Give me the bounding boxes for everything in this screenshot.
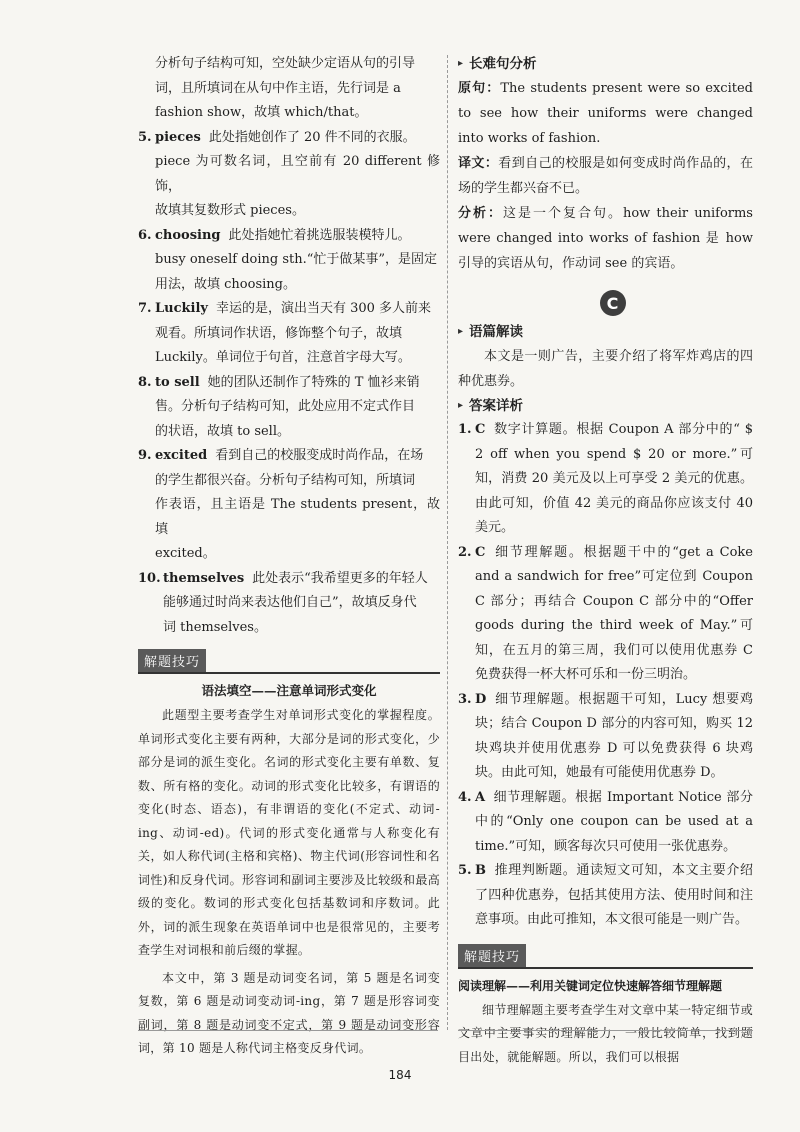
answer-item-7 — [138, 297, 440, 371]
item-text: 用法，故填 choosing。 — [155, 276, 296, 292]
tip-banner-label: 解题技巧 — [138, 649, 206, 672]
item-text: 此处指她创作了 20 件不同的衣服。 — [208, 129, 416, 145]
item-text: 看到自己的校服变成时尚作品，在场 — [215, 448, 424, 463]
item-text: 作表语，且主语是 The students present，故填 — [155, 497, 440, 537]
item-text: 细节理解题。根据题干可知，Lucy 想要鸡块；结合 Coupon D 部分的内容可知，购买 12 块鸡块并使用优惠券 D 可以免费获得 6 块鸡块。由此可知，她最有可能使用优惠券 D。 — [475, 691, 753, 780]
item-number: 9. — [138, 448, 152, 463]
tip-paragraph: 此题型主要考查学生对单词形式变化的掌握程度。单词形式变化主要有两种，大部分是词的形式变化，少部分是词的派生变化。名词的形式变化主要有单数、复数、所有格的变化。动词的形式变化比较多，有谓语的变化(时态、语态)，有非谓语的变化(不定式、动词-ing、动词-ed)。代词的形式变化通常与人称变化有关，如人称代词(主格和宾格)、物主代词(形容词性和名词性)和反身代词。形容词和副词主要涉及比较级和最高级的变化。数词的形式变化包括基数词和序数词。此外，词的派生现象在英语单词中也是很常见的，主要考查学生对词根和前后缀的掌握。 — [138, 708, 440, 957]
triangle-icon: ▸ — [458, 326, 464, 337]
original-text: The students present were so excited to see how their uniforms were changed into works of fashion. — [458, 81, 753, 146]
triangle-icon: ▸ — [458, 400, 464, 411]
passage-letter: C — [600, 290, 626, 316]
item-text: 词 themselves。 — [163, 619, 267, 635]
item-answer: D — [475, 691, 487, 707]
item-answer: themselves — [163, 570, 245, 586]
item-number: 7. — [138, 301, 152, 316]
item-answer: C — [475, 422, 486, 437]
item-text: 此处表示“我希望更多的年轻人 — [252, 570, 428, 586]
answer-item-6 — [138, 224, 440, 298]
item-text: 售。分析句子结构可知，此处应用不定式作目 — [155, 399, 416, 414]
item-text: 此处指她忙着挑选服装模特儿。 — [228, 227, 411, 243]
bottom-rule-right — [458, 1030, 753, 1031]
answer-item — [458, 786, 753, 860]
tip-banner — [138, 650, 440, 674]
right-column — [458, 52, 753, 1069]
item-answer: C — [475, 544, 486, 560]
item-number: 5. — [458, 863, 472, 878]
translation — [458, 151, 753, 201]
section-title: 语篇解读 — [469, 324, 524, 340]
item-text: Luckily。单词位于句首，注意首字母大写。 — [155, 350, 411, 365]
tip-title: 阅读理解——利用关键词定位快速解答细节理解题 — [458, 978, 723, 993]
item-answer: Luckily — [155, 301, 208, 316]
original-label: 原句： — [458, 81, 501, 96]
intro-line: 分析句子结构可知，空处缺少定语从句的引导 — [155, 56, 416, 71]
bottom-rule-left — [138, 1030, 438, 1031]
answer-item — [458, 418, 753, 541]
item-answer: pieces — [155, 129, 201, 145]
item-text: 的状语，故填 to sell。 — [155, 423, 290, 439]
analysis — [458, 201, 753, 276]
intro-line: 词，且所填词在从句中作主语，先行词是 a — [155, 80, 401, 96]
answer-item-9 — [138, 444, 440, 567]
item-text: 细节理解题。根据题干中的“get a Coke and a sandwich for free”可定位到 Coupon C 部分；再结合 Coupon C 部分中的“Offer goods during the third week of May.”可知，在五月的第三周，我们可以使用优惠券 C 免费获得一杯大杯可乐和一份三明治。 — [475, 544, 753, 682]
section-title: 答案详析 — [469, 398, 524, 414]
item-answer: A — [475, 789, 486, 805]
item-text: 数字计算题。根据 Coupon A 部分中的“ $ 2 off when you spend $ 20 or more.”可知，消费 20 美元及以上可享受 2 美元的优惠。由此可知，价值 42 美元的商品你应该支付 40 美元。 — [475, 422, 753, 535]
item-number: 4. — [458, 789, 472, 805]
column-divider — [447, 55, 448, 1030]
passage-summary: 本文是一则广告，主要介绍了将军炸鸡店的四种优惠券。 — [458, 349, 753, 389]
tip-paragraph: 本文中，第 3 题是动词变名词，第 5 题是名词变复数，第 6 题是动词变动词-ing，第 7 题是形容词变副词，第 8 题是动词变不定式，第 9 题是动词变形容词，第 10 题是人称代词主格变反身代词。 — [138, 970, 440, 1055]
tip-title: 语法填空——注意单词形式变化 — [201, 683, 377, 698]
item-number: 1. — [458, 422, 472, 437]
item-number: 2. — [458, 544, 472, 560]
answer-item — [458, 541, 753, 688]
section-heading — [458, 394, 753, 418]
translation-text: 看到自己的校服是如何变成时尚作品的，在场的学生都兴奋不已。 — [458, 156, 753, 196]
item-number: 3. — [458, 691, 472, 707]
answer-item-5 — [138, 126, 440, 224]
item-answer: B — [475, 863, 486, 878]
answer-item-8 — [138, 371, 440, 445]
item-text: 能够通过时尚来表达他们自己”，故填反身代 — [163, 595, 417, 610]
item-text: excited。 — [155, 546, 216, 561]
tip-banner-label: 解题技巧 — [458, 944, 526, 967]
left-column — [138, 52, 440, 1061]
item-number: 8. — [138, 374, 152, 390]
item-number: 5. — [138, 129, 152, 145]
answer-item-10 — [138, 567, 440, 641]
item-answer: excited — [155, 448, 208, 463]
section-heading — [458, 320, 753, 344]
item-text: busy oneself doing sth.“忙于做某事”，是固定 — [155, 252, 438, 267]
item-text: 的学生都很兴奋。分析句子结构可知，所填词 — [155, 472, 416, 488]
answer-item — [458, 688, 753, 786]
analysis-label: 分析： — [458, 206, 503, 221]
item-text: 幸运的是，演出当天有 300 多人前来 — [215, 301, 432, 316]
triangle-icon: ▸ — [458, 58, 464, 69]
item-text: 推理判断题。通读短文可知，本文主要介绍了四种优惠券，包括其使用方法、使用时间和注意事项。由此可推知，本文很可能是一则广告。 — [475, 863, 753, 927]
item-answer: to sell — [155, 374, 200, 390]
analysis-text: 这是一个复合句。how their uniforms were changed into works of fashion 是 how 引导的宾语从句，作动词 see 的宾语。 — [458, 206, 753, 271]
item-text: 细节理解题。根据 Important Notice 部分中的“Only one coupon can be used at a time.”可知，顾客每次只可使用一张优惠券。 — [475, 789, 753, 854]
item-text: 故填其复数形式 pieces。 — [155, 203, 305, 218]
intro-line: fashion show，故填 which/that。 — [155, 105, 368, 120]
original-sentence — [458, 76, 753, 151]
page-number: 184 — [388, 1068, 412, 1082]
answer-item — [458, 859, 753, 933]
tip-banner — [458, 945, 753, 969]
translation-label: 译文： — [458, 156, 499, 171]
tip-paragraph: 细节理解题主要考查学生对文章中某一特定细节或文章中主要事实的理解能力，一般比较简单，找到题目出处，就能解题。所以，我们可以根据 — [458, 1002, 753, 1064]
item-text: 她的团队还制作了特殊的 T 恤衫来销 — [207, 374, 420, 390]
item-answer: choosing — [155, 227, 221, 243]
section-heading — [458, 52, 753, 76]
item-number: 6. — [138, 227, 152, 243]
passage-badge — [458, 290, 753, 316]
item-text: piece 为可数名词，且空前有 20 different 修饰， — [155, 154, 440, 194]
section-title: 长难句分析 — [469, 56, 537, 72]
item-text: 观看。所填词作状语，修饰整个句子，故填 — [155, 325, 403, 341]
item-number: 10. — [138, 570, 161, 586]
